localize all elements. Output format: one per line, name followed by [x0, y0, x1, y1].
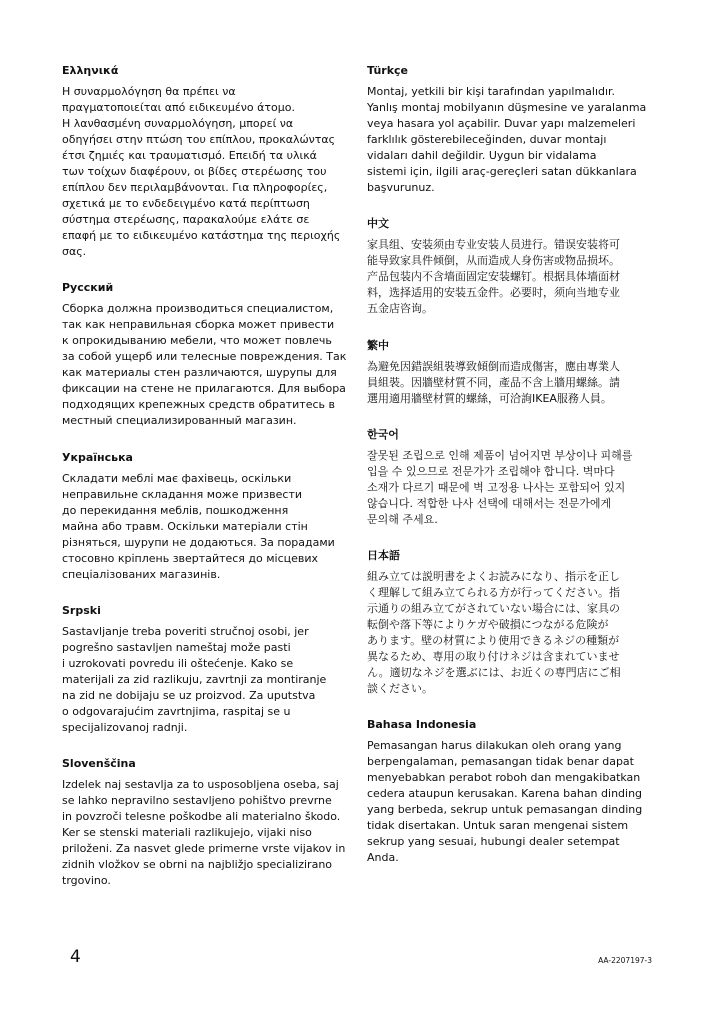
section-heading: Srpski [62, 603, 101, 617]
right-column [367, 64, 655, 888]
section-heading: Русский [62, 281, 114, 295]
section-heading: Українська [62, 450, 133, 464]
section-greek [62, 64, 348, 260]
section-japanese [367, 549, 655, 697]
section-heading: Türkçe [367, 64, 409, 77]
section-heading: Ελληνικά [62, 64, 119, 77]
section-turkish [367, 64, 655, 196]
section-indonesian [367, 718, 655, 866]
section-heading: 中文 [367, 217, 389, 231]
section-text: Sastavljanje treba poveriti stručnoj osobi, jer pogrešno sastavljen nameštaj može pasti i uzrokovati povredu ili oštećenje. Kako se materijali za zid razlikuju, zavrtnji za montiranje na zid ne dobijaju se uz proizvod. Za uputstva o odgovarajućim zavrtnjima, raspitaj se u specijalizovanoj radnji. [62, 624, 327, 734]
section-slovenian [62, 757, 348, 889]
section-text: Montaj, yetkili bir kişi tarafından yapılmalıdır. Yanlış montaj mobilyanın düşmesine ve yaralanma veya hasara yol açabilir. Duvar yapı malzemeleri farklılık gösterebileceğinden, duvar montajı vidaları dahil değildir. Uygun bir vidalama sistemi için, ilgili araç-gereçleri satan dükkanlara başvurunuz. [367, 85, 647, 194]
section-text: Pemasangan harus dilakukan oleh orang yang berpengalaman, pemasangan tidak benar dapat menyebabkan perabot roboh dan mengakibatkan cedera ataupun kerusakan. Karena bahan dinding yang berbeda, sekrup untuk pemasangan dinding tidak disertakan. Untuk saran mengenai sistem sekrup yang sesuai, hubungi dealer setempat Anda. [367, 739, 643, 865]
section-korean [367, 428, 655, 528]
section-text: Izdelek naj sestavlja za to usposobljena oseba, saj se lahko nepravilno sestavljeno pohištvo prevrne in povzroči telesne poškodbe ali materialno škodo. Ker se stenski materiali razlikujejo, vijaki niso priloženi. Za nasvet glede primerne vrste vijakov in zidnih vložkov se obrni na najbližjo specializirano trgovino. [62, 778, 346, 888]
section-heading: 繁中 [367, 338, 389, 352]
document-code: AA-2207197-3 [598, 956, 652, 965]
section-text: Сборка должна производиться специалистом, так как неправильная сборка может привести к опрокидыванию мебели, что может повлечь за собой ущерб или телесные повреждения. Так как материалы стен различаются, шурупы для фиксации на стене не прилагаются. Для выбора подходящих крепежных средств обратитесь в местный специализированный магазин. [62, 302, 347, 428]
section-heading: Bahasa Indonesia [367, 718, 477, 732]
section-chinese-traditional [367, 339, 655, 407]
section-text: 家具组、安装须由专业安装人员进行。错误安装将可 能导致家具件倾倒，从而造成人身伤害或物品损坏。 产品包装内不含墙面固定安装螺钉。根据具体墙面材 料，选择适用的安装五金件。必要时，须向当地专业 五金店咨询。 [367, 238, 620, 316]
section-chinese-simplified [367, 217, 655, 317]
page-number: 4 [70, 947, 81, 967]
section-heading: 한국어 [367, 427, 399, 441]
section-text: Η συναρμολόγηση θα πρέπει να πραγματοποιείται από ειδικευμένο άτομο. Η λανθασμένη συναρμολόγηση, μπορεί να οδηγήσει στην πτώση του επίπλου, προκαλώντας έτσι ζημιές και τραυματισμό. Επειδή τα υλικά των τοίχων διαφέρουν, οι βίδες στερέωσης του επίπλου δεν περιλαμβάνονται. Για πληροφορίες, σχετικά με το ενδεδειγμένο κατά περίπτωση σύστημα στερέωσης, παρακαλούμε ελάτε σε επαφή με το ειδικευμένο κατάστημα της περιοχής σας. [62, 85, 341, 258]
section-russian [62, 281, 348, 429]
section-serbian [62, 604, 348, 736]
left-column [62, 64, 348, 910]
section-heading: 日本語 [367, 549, 400, 563]
section-text: 為避免因錯誤組裝導致傾倒而造成傷害，應由專業人 員組裝。因牆壁材質不同，產品不含上牆用螺絲。請 選用適用牆壁材質的螺絲，可洽詢IKEA服務人員。 [367, 359, 620, 405]
section-heading: Slovenščina [62, 757, 136, 771]
section-text: Складати меблі має фахівець, оскільки неправильне складання може призвести до перекидання меблів, пошкодження майна або травм. Оскільки матеріали стін різняться, шурупи не додаються. За порадами стосовно кріплень звертайтеся до місцевих спеціалізованих магазинів. [62, 471, 335, 581]
section-text: 組み立ては説明書をよくお読みになり、指示を正し く理解して組み立てられる方が行ってください。指 示通りの組み立てがされていない場合には、家具の 転倒や落下等によりケガや破損につながる危険が あります。壁の材質により使用できるネジの種類が 異なるため、専用の取り付けネジは含まれていませ ん。適切なネジを選ぶには、お近くの専門店にご相 談ください。 [367, 570, 621, 696]
section-text: 잘못된 조립으로 인해 제품이 넘어지면 부상이나 피해를 입을 수 있으므로 전문가가 조립해야 합니다. 벽마다 소재가 다르기 때문에 벽 고정용 나사는 포함되어 있지 않습니다. 적합한 나사 선택에 대해서는 전문가에게 문의해 주세요. [367, 448, 633, 526]
section-ukrainian [62, 451, 348, 583]
